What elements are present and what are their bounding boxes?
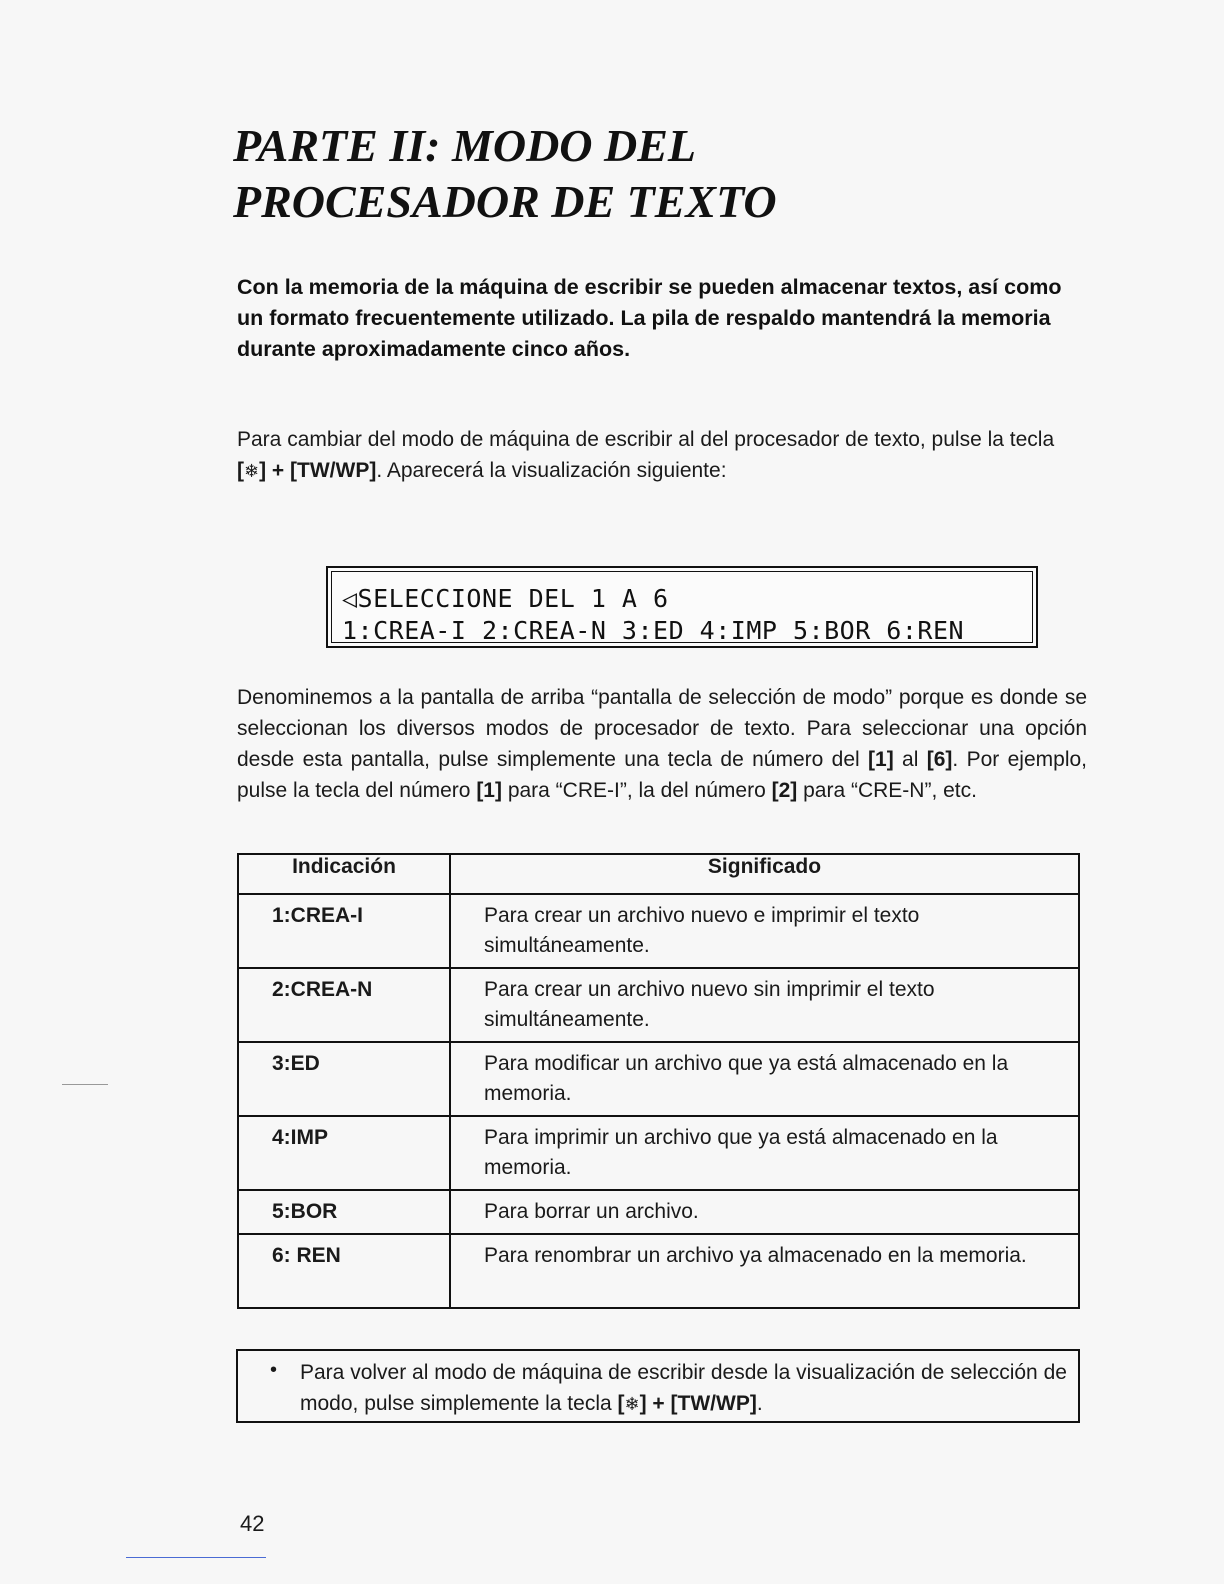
mode-code: 5:BOR <box>238 1190 450 1234</box>
table-row <box>238 1116 1079 1190</box>
code-key-label: [❄] <box>617 1392 647 1415</box>
mode-selection-paragraph: Denominemos a la pantalla de arriba “pantalla de selección de modo” porque es donde se seleccionan los diversos modos de procesador de texto. Para seleccionar una opción desde esta pantalla, pulse simplemente una tecla de número del [1] al [6]. Por ejemplo, pulse la tecla del número [1] para “CRE-I”, la del número [2] para “CRE-N”, etc. <box>237 686 1088 802</box>
title-line-1: PARTE II: MODO DEL <box>233 120 697 171</box>
lcd-line-1: ◁SELECCIONE DEL 1 A 6 <box>342 584 669 613</box>
tw-wp-key-label: [TW/WP] <box>670 1392 757 1415</box>
switch-mode-text: Para cambiar del modo de máquina de escribir al del procesador de texto, pulse la tecla <box>237 428 1055 451</box>
table-row <box>238 1234 1079 1308</box>
title-line-2: PROCESADOR DE TEXTO <box>233 176 777 227</box>
page-title <box>233 118 777 230</box>
mode-code: 3:ED <box>238 1042 450 1116</box>
tw-wp-key-label: [TW/WP] <box>290 459 377 482</box>
mode-meaning: Para imprimir un archivo que ya está almacenado en la memoria. <box>450 1116 1079 1190</box>
mode-code: 2:CREA-N <box>238 968 450 1042</box>
code-key-icon: ❄ <box>624 1394 640 1414</box>
note-text: Para volver al modo de máquina de escribir desde la visualización de selección de modo, pulse simplemente la tecla [❄] + [TW/WP]. <box>300 1361 1067 1415</box>
lcd-line-2: 1:CREA-I 2:CREA-N 3:ED 4:IMP 5:BOR 6:REN <box>342 616 965 645</box>
margin-rule <box>62 1084 108 1085</box>
mode-meaning: Para crear un archivo nuevo sin imprimir el texto simultáneamente. <box>450 968 1079 1042</box>
mode-meaning: Para borrar un archivo. <box>450 1190 1079 1234</box>
table-row <box>238 1190 1079 1234</box>
code-key-label: [❄] <box>237 459 267 482</box>
table-row <box>238 968 1079 1042</box>
header-significado: Significado <box>450 854 1079 894</box>
mode-code: 6: REN <box>238 1234 450 1308</box>
mode-meaning: Para modificar un archivo que ya está almacenado en la memoria. <box>450 1042 1079 1116</box>
lcd-inner-frame <box>331 571 1033 643</box>
header-indicacion: Indicación <box>238 854 450 894</box>
bullet-icon: • <box>270 1359 278 1381</box>
mode-meaning: Para renombrar un archivo ya almacenado en la memoria. <box>450 1234 1079 1308</box>
mode-code: 1:CREA-I <box>238 894 450 968</box>
intro-paragraph: Con la memoria de la máquina de escribir se pueden almacenar textos, así como un formato frecuentemente utilizado. La pila de respaldo mantendrá la memoria durante aproximadamente cinco años. <box>237 275 1062 361</box>
switch-mode-paragraph: Para cambiar del modo de máquina de escribir al del procesador de texto, pulse la tecla [❄] + [TW/WP]. Aparecerá la visualización siguiente: <box>237 428 1055 482</box>
code-key-icon: ❄ <box>244 461 260 481</box>
note-box <box>236 1349 1080 1423</box>
table-row <box>238 1042 1079 1116</box>
lcd-display <box>326 566 1038 648</box>
mode-meaning: Para crear un archivo nuevo e imprimir el texto simultáneamente. <box>450 894 1079 968</box>
table-header-row <box>238 854 1079 894</box>
table-row <box>238 894 1079 968</box>
mode-code: 4:IMP <box>238 1116 450 1190</box>
page-number: 42 <box>240 1511 265 1536</box>
bottom-rule <box>126 1557 266 1558</box>
modes-table <box>237 853 1080 1309</box>
